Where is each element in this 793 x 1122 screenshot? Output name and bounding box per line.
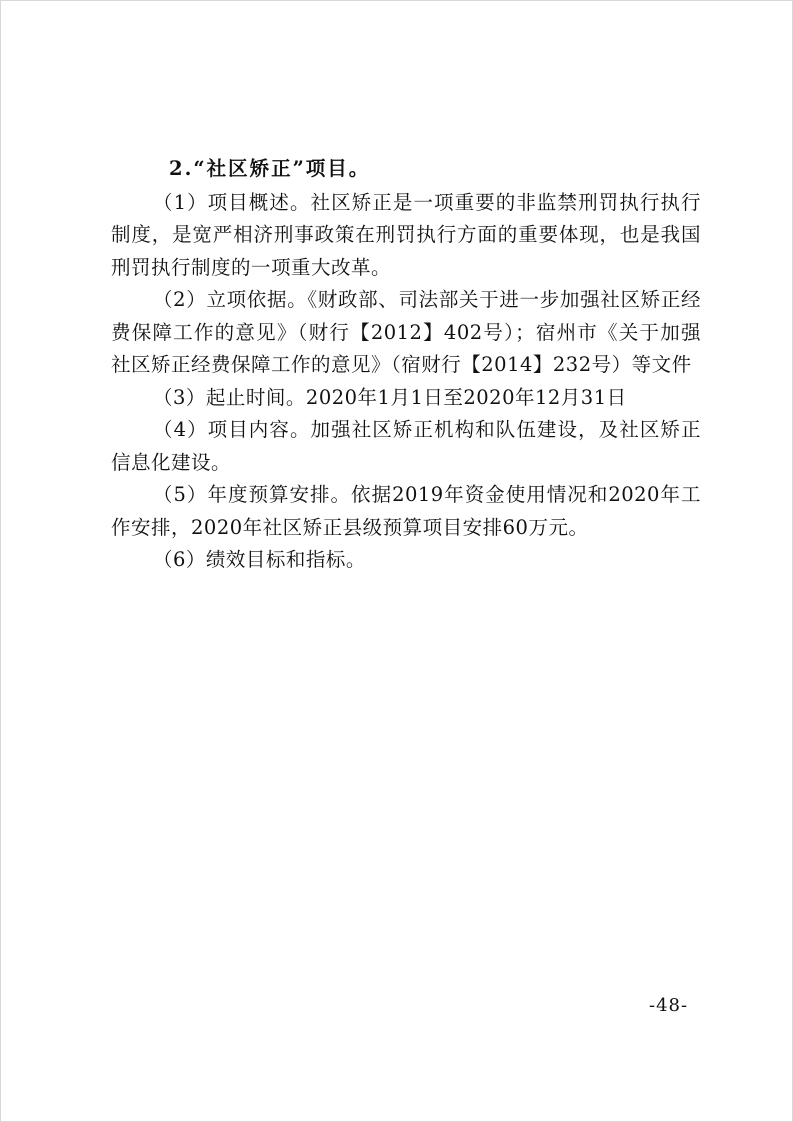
paragraph-time-period: （3）起止时间。2020年1月1日至2020年12月31日 (153, 385, 627, 409)
paragraph-performance-goals: （6）绩效目标和指标。 (153, 548, 366, 571)
paragraph-project-basis: （2）立项依据。《财政部、司法部关于进一步加强社区矫正经费保障工作的意见》（财行【2012】402号）；宿州市《关于加强社区矫正经费保障工作的意见》（宿财行【2014】232号）等文件 (111, 288, 701, 376)
page-number: -48- (649, 995, 689, 1016)
paragraph-project-overview: （1）项目概述。社区矫正是一项重要的非监禁刑罚执行执行制度，是宽严相济刑事政策在刑罚执行方面的重要体现，也是我国刑罚执行制度的一项重大改革。 (111, 190, 701, 279)
paragraph-project-content: （4）项目内容。加强社区矫正机构和队伍建设，及社区矫正信息化建设。 (111, 418, 701, 474)
document-body (111, 153, 701, 577)
paragraph-annual-budget: （5）年度预算安排。依据2019年资金使用情况和2020年工作安排，2020年社区矫正县级预算项目安排60万元。 (111, 483, 701, 539)
section-heading: 2.“社区矫正”项目。 (169, 157, 371, 180)
